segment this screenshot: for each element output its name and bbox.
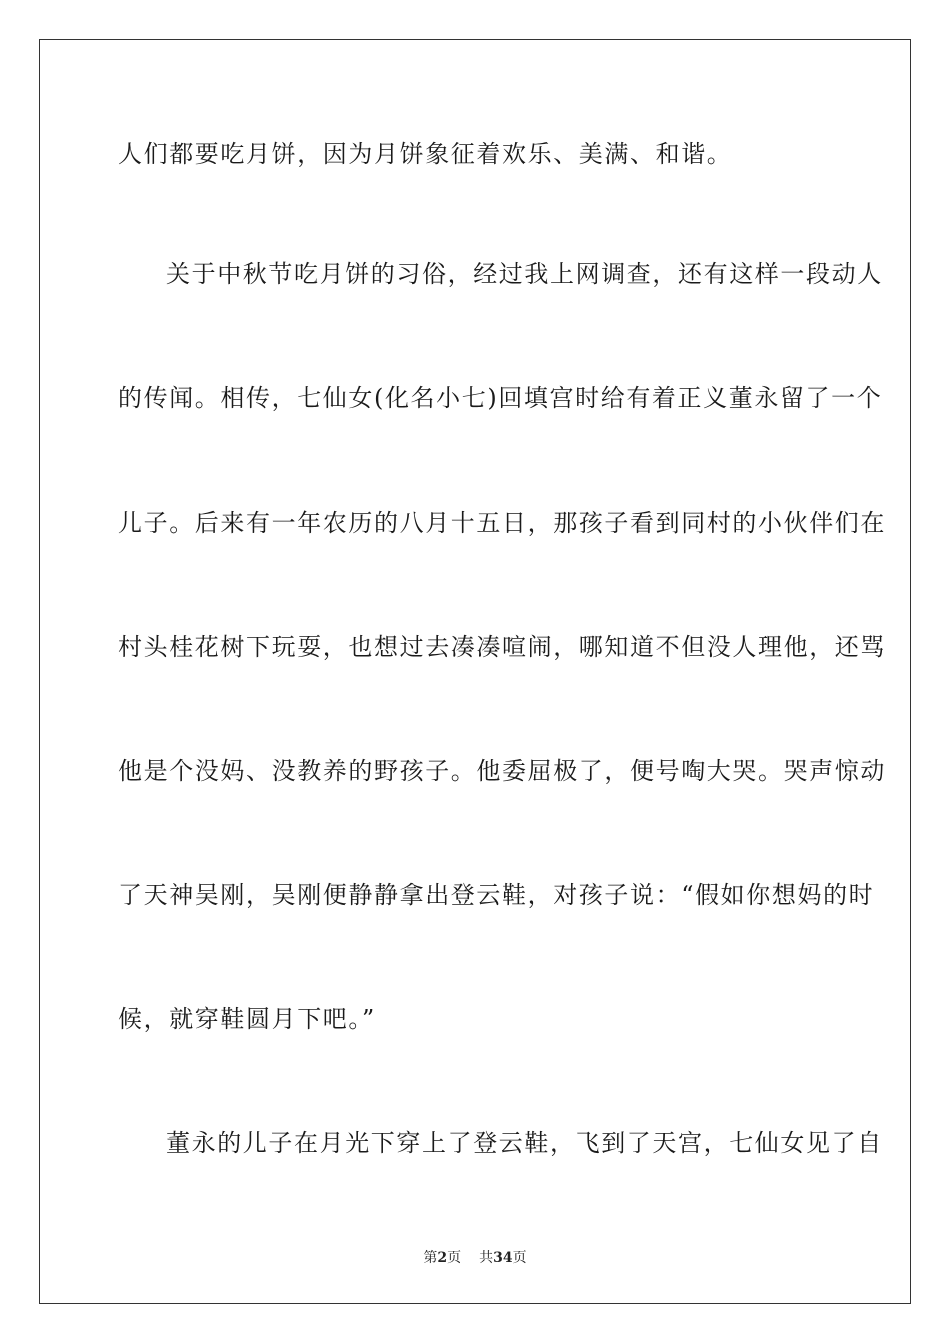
page-suffix: 页	[447, 1250, 462, 1266]
text-line-8: 候，就穿鞋圆月下吧。”	[118, 1005, 376, 1033]
total-suffix: 页	[512, 1250, 527, 1266]
text-line-2: 关于中秋节吃月饼的习俗，经过我上网调查，还有这样一段动人	[166, 260, 883, 288]
text-line-4: 儿子。后来有一年农历的八月十五日，那孩子看到同村的小伙伴们在	[118, 509, 886, 537]
text-line-7: 了天神吴刚，吴刚便静静拿出登云鞋，对孩子说：“假如你想妈的时	[118, 881, 875, 909]
total-prefix: 共	[479, 1250, 494, 1266]
page-number: 2	[437, 1250, 448, 1266]
text-line-9: 董永的儿子在月光下穿上了登云鞋，飞到了天宫，七仙女见了自	[166, 1129, 883, 1157]
text-line-6: 他是个没妈、没教养的野孩子。他委屈极了，便号啕大哭。哭声惊动	[118, 757, 886, 785]
text-line-5: 村头桂花树下玩耍，也想过去凑凑喧闹，哪知道不但没人理他，还骂	[118, 633, 886, 661]
total-pages: 34	[493, 1250, 513, 1266]
text-line-3: 的传闻。相传，七仙女(化名小七)回填宫时给有着正义董永留了一个	[118, 384, 883, 412]
page-footer	[0, 1249, 950, 1267]
text-line-1: 人们都要吃月饼，因为月饼象征着欢乐、美满、和谐。	[118, 140, 733, 168]
page-prefix: 第	[423, 1250, 438, 1266]
page-border	[39, 39, 911, 1304]
